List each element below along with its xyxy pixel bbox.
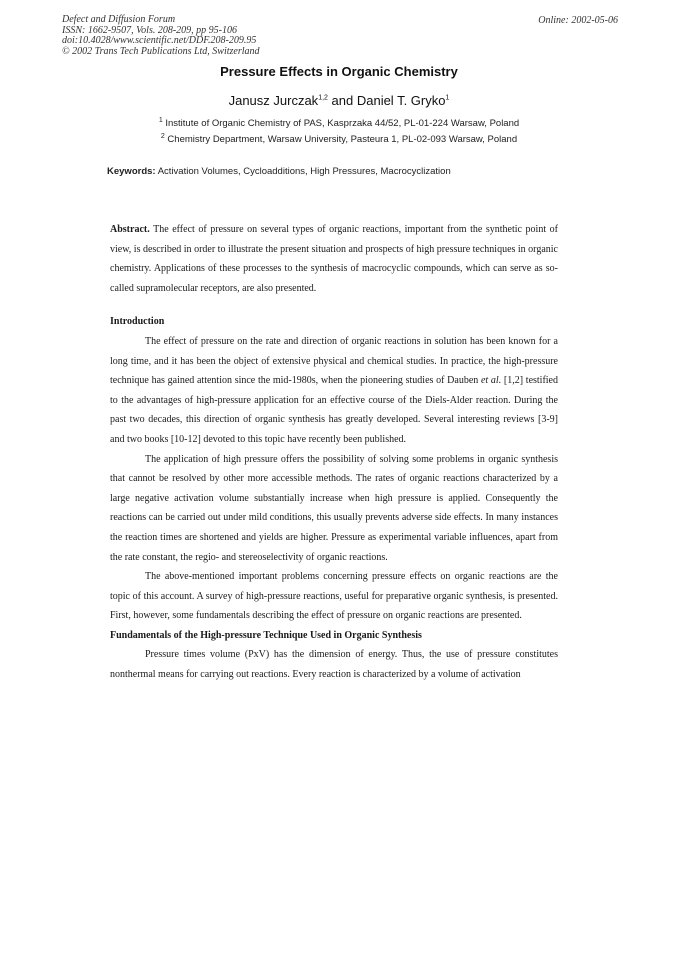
keywords-text: Activation Volumes, Cycloadditions, High Pressures, Macrocyclization: [155, 166, 451, 177]
abstract-text: The effect of pressure on several types of organic reactions, important from the synthetic point of view, is described in order to illustrate the present situation and prospects of high pressure techniques in organic chemistry. Applications of these processes to the synthesis of macrocyclic compounds, which can serve as so-called supramolecular receptors, are also presented.: [110, 224, 558, 294]
introduction-paragraph-3: The above-mentioned important problems concerning pressure effects on organic reactions are the topic of this account. A survey of high-pressure reactions, useful for preparative organic synthesis, is presented. First, however, some fundamentals describing the effect of pressure on organic reactions are presented.: [110, 571, 558, 622]
paper-title: Pressure Effects in Organic Chemistry: [220, 64, 458, 79]
author-2: Daniel T. Gryko: [356, 93, 446, 108]
copyright-line: © 2002 Trans Tech Publications Ltd, Switzerland: [62, 45, 260, 57]
doi-line: doi:10.4028/www.scientific.net/DDF.208-209.95: [62, 35, 257, 46]
authors: [0, 93, 678, 108]
affiliation-2: [0, 134, 678, 145]
online-date: Online: 2002-05-06: [538, 15, 618, 26]
journal-header: [62, 15, 392, 57]
intro-p1-part-a: The effect of pressure on the rate and direction of organic reactions in solution has been known for a long time, and it has been the object of extensive physical and chemical studies. In practice, the high-pressure technique has gained attention since the mid-1980s, when the pioneering studies of Dauben: [110, 335, 558, 387]
author-1-sup: 1,2: [318, 94, 328, 102]
intro-p1-part-b: [1,2] testified to the advantages of high-pressure application for an effective course of the Diels-Alder reaction. During the past two decades, this direction of organic synthesis has greatly developed. Several interesting reviews [3-9] and two books [10-12] devoted to this topic have recently been published.: [110, 375, 558, 445]
affiliation-2-text: Chemistry Department, Warsaw University, Pasteura 1, PL-02-093 Warsaw, Poland: [167, 134, 518, 145]
author-1: Janusz Jurczak: [228, 93, 319, 108]
keywords-label: Keywords:: [107, 166, 156, 177]
affiliation-2-sup: 2: [160, 132, 165, 140]
introduction-paragraph-1: [110, 332, 558, 450]
author-connector: and: [327, 93, 357, 108]
affiliation-1-sup: 1: [158, 116, 163, 124]
introduction-heading: Introduction: [110, 316, 165, 328]
intro-p1-etal: et al.: [480, 375, 502, 387]
abstract-label: Abstract.: [110, 224, 150, 235]
fundamentals-heading: Fundamentals of the High-pressure Technique Used in Organic Synthesis: [110, 629, 422, 641]
introduction-paragraph-2: The application of high pressure offers the possibility of solving some problems in organic synthesis that cannot be resolved by other more accessible methods. The rates of organic reactions characterized by a large negative activation volume substantially increase when high pressure is applied. Consequently the reactions can be carried out under mild conditions, this usually prevents adverse side effects. In many instances the reaction times are shortened and yields are higher. Pressure as experimental variable influences, apart from the rate constant, the regio- and stereoselectivity of organic reactions.: [110, 453, 558, 563]
affiliation-1: [0, 118, 678, 129]
keywords: [107, 166, 577, 177]
paper-body: [110, 220, 558, 685]
affiliation-1-text: Institute of Organic Chemistry of PAS, Kasprzaka 44/52, PL-01-224 Warsaw, Poland: [165, 118, 520, 129]
issn-line: ISSN: 1662-9507, Vols. 208-209, pp 95-106: [62, 24, 237, 36]
fundamentals-paragraph-1: Pressure times volume (PxV) has the dimension of energy. Thus, the use of pressure constitutes nonthermal means for carrying out reactions. Every reaction is characterized by a volume of activation: [110, 649, 558, 681]
abstract: [110, 220, 558, 298]
journal-name: Defect and Diffusion Forum: [62, 14, 176, 25]
author-2-sup: 1: [445, 94, 450, 102]
